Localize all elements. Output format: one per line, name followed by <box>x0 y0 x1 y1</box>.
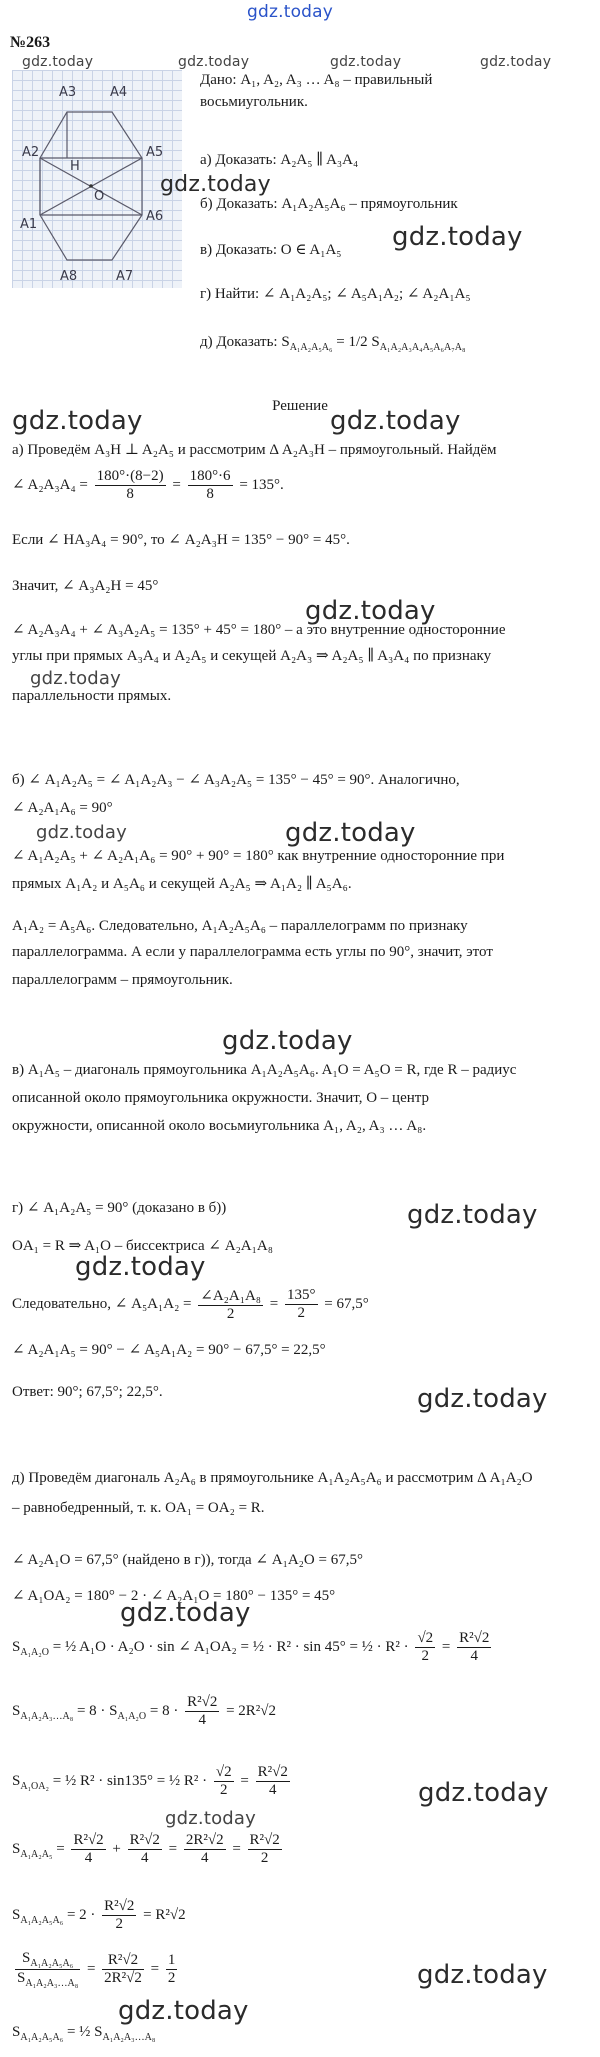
solution-line: параллельности прямых. <box>12 688 172 704</box>
watermark: gdz.today <box>417 1960 548 1990</box>
solution-line: ∠ A₂A₁A₆ = 90° <box>12 800 113 816</box>
answer-line: Ответ: 90°; 67,5°; 22,5°. <box>12 1384 163 1400</box>
label-a5: A5 <box>146 145 164 160</box>
solution-line: Значит, ∠ A₃A₂H = 45° <box>12 578 159 594</box>
solution-line: ∠ A₂A₃A₄ + ∠ A₃A₂A₅ = 135° + 45° = 180° – а это внутренние односторонние <box>12 622 506 638</box>
watermark-top: gdz.today <box>247 2 334 22</box>
label-a4: A4 <box>110 85 128 100</box>
label-a8: A8 <box>60 269 78 284</box>
formula-conclusion: $S_{A_1A_2A_5A_6}$ = ½ $S_{A_1A_2A_3\dots A_8}$ <box>12 2024 156 2043</box>
formula-bisector: Следовательно, ∠ A₅A₁A₂ = $\frac{\text{∠A₂A₁A₈}}{2}$ = $\frac{135^\circ}{2}$ = 67,5° <box>12 1287 369 1322</box>
solution-line: в) A₁A₅ – диагональ прямоугольника A₁A₂A₅A₆. A₁O = A₅O = R, где R – радиус <box>12 1062 517 1078</box>
given-line: восьмиугольник. <box>200 94 308 110</box>
watermark: gdz.today <box>417 1384 548 1414</box>
watermark: gdz.today <box>120 1598 251 1628</box>
watermark: gdz.today <box>285 818 416 848</box>
solution-line: Если ∠ HA₃A₄ = 90°, то ∠ A₂A₃H = 135° − 90° = 45°. <box>12 532 350 548</box>
watermark: gdz.today <box>392 222 523 252</box>
formula-area-octagon: $S_{A_1A_2A_3\dots A_8} = 8 \cdot S_{A_1A_2O} = 8$ · $\frac{\text{R²√2}}{4}$ = 2R²√2 <box>12 1694 277 1728</box>
label-a3: A3 <box>59 85 77 100</box>
solution-line: окружности, описанной около восьмиугольника A₁, A₂, A₃ … A₈. <box>12 1118 427 1134</box>
watermark: gdz.today <box>480 54 552 70</box>
solution-line: – равнобедренный, т. к. OA₁ = OA₂ = R. <box>12 1500 265 1516</box>
solution-title: Решение <box>272 398 328 414</box>
watermark: gdz.today <box>178 54 250 70</box>
watermark: gdz.today <box>407 1200 538 1230</box>
watermark: gdz.today <box>75 1252 206 1282</box>
watermark: gdz.today <box>36 822 128 843</box>
watermark: gdz.today <box>22 54 94 70</box>
solution-line: OA₁ = R ⇒ A₁O – биссектриса ∠ A₂A₁A₈ <box>12 1238 273 1254</box>
solution-line: б) ∠ A₁A₂A₅ = ∠ A₁A₂A₃ − ∠ A₃A₂A₅ = 135° − 45° = 90°. Аналогично, <box>12 772 460 788</box>
given-part-d: д) Доказать: $S_{A_1A_2A_5A_6} = 1/2$ $S_{A_1A_2A_3A_4A_5A_6A_7A_8}$ <box>200 334 466 353</box>
solution-line: прямых A₁A₂ и A₅A₆ и секущей A₂A₅ ⇒ A₁A₂ ∥ A₅A₆. <box>12 876 352 892</box>
watermark: gdz.today <box>165 1808 257 1829</box>
problem-number: №263 <box>10 34 51 51</box>
watermark: gdz.today <box>160 172 271 197</box>
given-part-v: в) Доказать: O ∈ A₁A₅ <box>200 242 342 258</box>
watermark: gdz.today <box>330 54 402 70</box>
label-o: O <box>94 189 105 204</box>
octagon-drawing <box>12 70 182 288</box>
solution-line: углы при прямых A₃A₄ и A₂A₅ и секущей A₂A₃ ⇒ A₂A₅ ∥ A₃A₄ по признаку <box>12 648 492 664</box>
solution-line: параллелограмм – прямоугольник. <box>12 972 233 988</box>
solution-line: ∠ A₁A₂A₅ + ∠ A₂A₁A₆ = 90° + 90° = 180° как внутренние односторонние при <box>12 848 505 864</box>
formula-angle: ∠ A₂A₃A₄ = $\frac{180^\circ\cdot(8-2)}{8}$ = $\frac{180^\circ\cdot 6}{8}$ = 135°. <box>12 468 284 502</box>
formula-area-a1oa2: $S_{A_1OA_2}$ = ½ R² · sin135° = ½ R² · $\frac{√2}{2}$ = $\frac{\text{R²√2}}{4}$ <box>12 1764 288 1798</box>
figure-octagon <box>12 70 182 288</box>
solution-line: г) ∠ A₁A₂A₅ = 90° (доказано в б)) <box>12 1200 227 1216</box>
solution-line: а) Проведём A₃H ⊥ A₂A₅ и рассмотрим Δ A₂A₃H – прямоугольный. Найдём <box>12 442 497 458</box>
solution-line: описанной около прямоугольника окружности. Значит, O – центр <box>12 1090 430 1106</box>
watermark: gdz.today <box>118 1996 249 2026</box>
given-part-g: г) Найти: ∠ A₁A₂A₅; ∠ A₅A₁A₂; ∠ A₂A₁A₅ <box>200 286 471 302</box>
solution-line: ∠ A₂A₁A₅ = 90° − ∠ A₅A₁A₂ = 90° − 67,5° = 22,5° <box>12 1342 326 1358</box>
formula-area-triangle: $S_{A_1A_2O}$ = ½ A₁O · A₂O · sin ∠ A₁OA₂ = ½ · R² · sin 45° = ½ · R² · $\frac{√2}{2}$ = $\frac{\text{R²√2}}{4}$ <box>12 1630 490 1664</box>
given-line: Дано: A₁, A₂, A₃ … A₈ – правильный <box>200 72 433 88</box>
formula-ratio: $\frac{S_{A_1A_2A_5A_6}}{S_{A_1A_2A_3\dots A_8}}$ = $\frac{\text{R²√2}}{\text{2R²√2}}$ = $\frac{1}{2}$ <box>17 1950 176 1989</box>
solution-line: параллелограмма. А если у параллелограмма есть углы по 90°, значит, этот <box>12 944 493 960</box>
formula-area-rectangle: $S_{A_1A_2A_5A_6} = 2$ · $\frac{\text{R²√2}}{2}$ = R²√2 <box>12 1898 186 1932</box>
watermark: gdz.today <box>330 406 461 436</box>
given-part-b: б) Доказать: A₁A₂A₅A₆ – прямоугольник <box>200 196 458 212</box>
watermark: gdz.today <box>222 1026 353 1056</box>
watermark: gdz.today <box>12 406 143 436</box>
watermark: gdz.today <box>305 596 436 626</box>
label-a1: A1 <box>20 217 38 232</box>
given-part-a: а) Доказать: A₂A₅ ∥ A₃A₄ <box>200 152 359 168</box>
watermark: gdz.today <box>418 1778 549 1808</box>
solution-line: ∠ A₂A₁O = 67,5° (найдено в г)), тогда ∠ A₁A₂O = 67,5° <box>12 1552 363 1568</box>
label-h: H <box>70 159 80 174</box>
watermark: gdz.today <box>30 668 122 689</box>
label-a2: A2 <box>22 145 40 160</box>
label-a6: A6 <box>146 209 164 224</box>
solution-line: A₁A₂ = A₅A₆. Следовательно, A₁A₂A₅A₆ – параллелограмм по признаку <box>12 918 468 934</box>
solution-line: ∠ A₁OA₂ = 180° − 2 · ∠ A₂A₁O = 180° − 135° = 45° <box>12 1588 336 1604</box>
solution-line: д) Проведём диагональ A₂A₆ в прямоугольнике A₁A₂A₅A₆ и рассмотрим Δ A₁A₂O <box>12 1470 533 1486</box>
formula-area-a1a2a5: $S_{A_1A_2A_5}$ = $\frac{\text{R²√2}}{4}$ + $\frac{\text{R²√2}}{4}$ = $\frac{\text{2R²√2}}{4}$ = $\frac{\text{R²√2}}{2}$ <box>12 1832 280 1866</box>
label-a7: A7 <box>116 269 134 284</box>
